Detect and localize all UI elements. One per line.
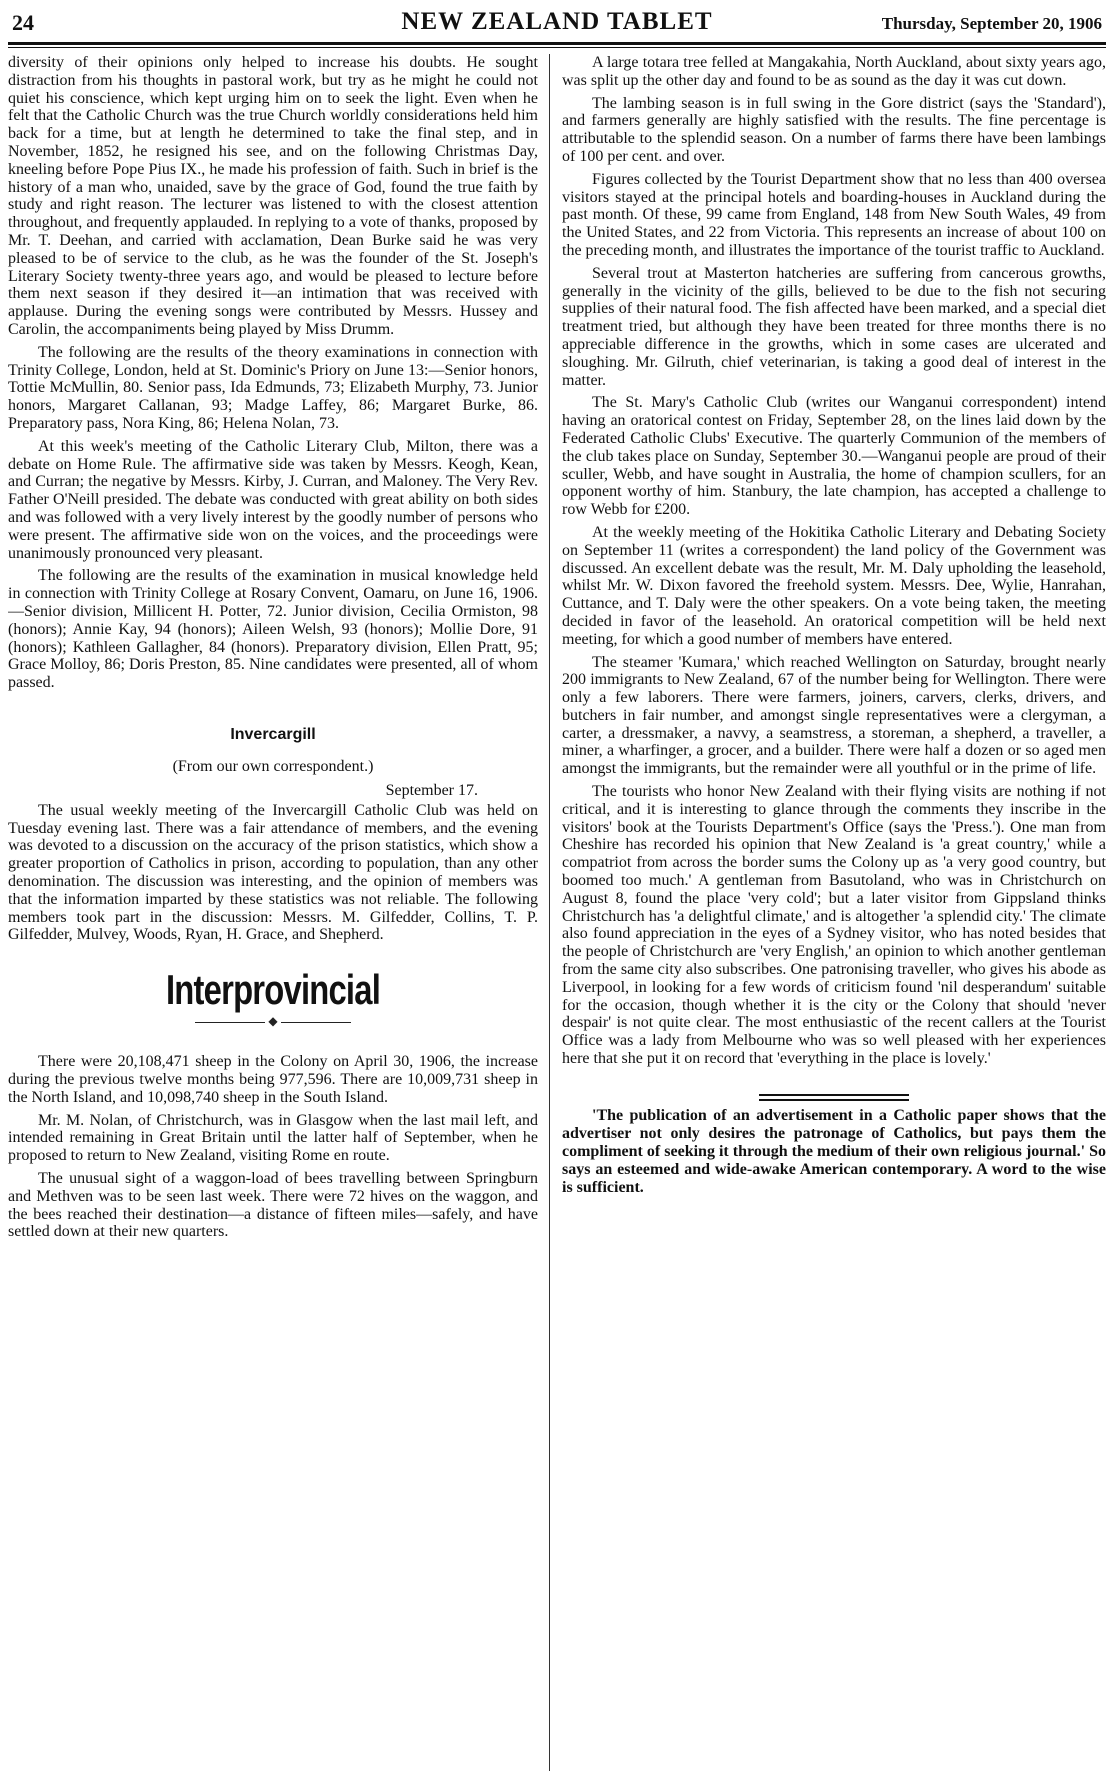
- left-column: [8, 54, 538, 1783]
- article-paragraph: There were 20,108,471 sheep in the Colony on April 30, 1906, the increase during the previous twelve months being 977,596. There are 10,009,731 sheep in the North Island, and 10,098,740 sheep in the South Island.: [8, 1053, 538, 1106]
- right-column: [562, 54, 1106, 1783]
- article-paragraph: The usual weekly meeting of the Invercargill Catholic Club was held on Tuesday evening last. There was a fair attendance of members, and the evening was devoted to a discussion on the accuracy of the prison statistics, which show a greater proportion of Catholics in prison, according to population, than any other denomination. The discussion was interesting, and the opinion of members was that the information imparted by these statistics was not reliable. The following members took part in the discussion: Messrs. M. Gilfedder, Collins, T. P. Gilfedder, Mulvey, Woods, Ryan, H. Grace, and Shepherd.: [8, 801, 538, 944]
- article-paragraph: The following are the results of the examination in musical knowledge held in connection with Trinity College at Rosary Convent, Oamaru, on June 16, 1906.—Senior division, Millicent H. Potter, 72. Junior division, Cecilia Ormiston, 98 (honors); Annie Kay, 94 (honors); Aileen Welsh, 93 (honors); Mollie Dore, 91 (honors); Kathleen Gallagher, 84 (honors). Preparatory division, Ellen Pratt, 95; Grace Molloy, 86; Doris Preston, 85. Nine candidates were presented, all of whom passed.: [8, 567, 538, 692]
- header-rule: [8, 42, 1106, 45]
- page-number: 24: [12, 10, 34, 35]
- article-paragraph: At this week's meeting of the Catholic Literary Club, Milton, there was a debate on Home Rule. The affirmative side was taken by Messrs. Keogh, Kean, and Curran; the negative by Messrs. Kirby, J. Curran, and Maloney. The Very Rev. Father O'Neill presided. The debate was conducted with great ability on both sides and was followed with a very lively interest by the goodly number of persons who were present. The affirmative side won on the voices, and the proceedings were unanimously pronounced very pleasant.: [8, 437, 538, 562]
- article-paragraph: The following are the results of the theory examinations in connection with Trinity College, London, held at St. Dominic's Priory on June 13:—Senior honors, Tottie McMullin, 80. Senior pass, Ida Edmunds, 73; Elizabeth Murphy, 73. Junior honors, Margaret Callanan, 93; Madge Laffey, 86; Margaret Burke, 86. Preparatory pass, Nora King, 86; Helena Nolan, 73.: [8, 343, 538, 432]
- article-paragraph: Several trout at Masterton hatcheries are suffering from cancerous growths, generally in the vicinity of the gills, believed to be due to the fish not securing supplies of their natural food. The fish affected have been marked, and a special diet treatment tried, but although they have been treated for three months there is no appreciable difference in the growths, which in some cases are ulcerated and sloughing. Mr. Gilruth, chief veterinarian, is taking a good deal of interest in the matter.: [562, 264, 1106, 389]
- article-paragraph: At the weekly meeting of the Hokitika Catholic Literary and Debating Society on September 11 (writes a correspondent) the land policy of the Government was discussed. An excellent debate was the result, Mr. M. Daly upholding the leasehold, whilst Mr. W. Dixon favored the freehold system. Messrs. Dee, Wylie, Hanrahan, Cuttance, and T. Daly were the other speakers. On a vote being taken, the meeting decided in favor of the leasehold. An oratorical competition will be held next meeting, for which a good number of members have entered.: [562, 523, 1106, 648]
- article-paragraph: A large totara tree felled at Mangakahia, North Auckland, about sixty years ago, was split up the other day and found to be as sound as the day it was cut down.: [562, 54, 1106, 89]
- masthead-title: NEW ZEALAND TABLET: [401, 8, 713, 35]
- article-paragraph: The St. Mary's Catholic Club (writes our Wanganui correspondent) intend having an oratorical contest on Friday, September 28, on the lines laid down by the Federated Catholic Clubs' Executive. The quarterly Communion of the members of the club takes place on Sunday, September 30.—Wanganui people are proud of their sculler, Webb, and have sought in Australia, the home of champion scullers, for an opponent worthy of him. Stanbury, the late champion, has accepted a challenge to row Webb for £200.: [562, 394, 1106, 519]
- article-paragraph: Figures collected by the Tourist Department show that no less than 400 oversea visitors stayed at the principal hotels and boarding-houses in Auckland during the past month. Of these, 99 came from England, 148 from New South Wales, 49 from the United States, and 22 from Victoria. This represents an increase of about 100 on the preceding month, and illustrates the importance of the tourist traffic to Auckland.: [562, 170, 1106, 259]
- header-rule-thin: [8, 47, 1106, 48]
- column-divider: [549, 54, 550, 1771]
- ornament-divider: ◆: [8, 1014, 538, 1029]
- byline: (From our own correspondent.): [172, 757, 374, 775]
- section-heading-invercargill: Invercargill: [230, 725, 316, 743]
- dateline: September 17.: [385, 781, 478, 799]
- page-header: [8, 6, 1106, 46]
- article-paragraph: Mr. M. Nolan, of Christchurch, was in Glasgow when the last mail left, and intended remaining in Great Britain until the latter half of September, when he proposed to return to New Zealand, visiting Rome en route.: [8, 1111, 538, 1165]
- article-paragraph: diversity of their opinions only helped to increase his doubts. He sought distraction from his thoughts in pastoral work, but try as he might he could not quiet his conscience, which kept urging him on to seek the light. Even when he felt that the Catholic Church was the true Church worldly considerations held him back for a time, but at length he determined to take the final step, and in November, 1852, he resigned his see, and on the following Christmas Day, kneeling before Pope Pius IX., he made his profession of faith. Such in brief is the history of a man who, unaided, save by the grace of God, found the true faith by study and right reason. The lecturer was listened to with the closest attention throughout, and frequently applauded. In replying to a vote of thanks, proposed by Mr. T. Deehan, and carried with acclamation, Dean Burke said he was very pleased to be of service to the club, as he was the founder of the St. Joseph's Literary Society twenty-three years ago, and would be pleased to lecture before them next season if they desired it—an intimation that was received with applause. During the evening songs were contributed by Messrs. Hussey and Carolin, the accompaniments being played by Miss Drumm.: [8, 54, 538, 338]
- notice-rule: [759, 1094, 909, 1101]
- article-paragraph: The steamer 'Kumara,' which reached Wellington on Saturday, brought nearly 200 immigrants to New Zealand, 67 of the number being for Wellington. There were only a few laborers. There were farmers, joiners, carvers, clerks, drivers, and butchers in fair number, and amongst single representatives were a clergyman, a carter, a dressmaker, a navvy, a seamstress, a storeman, a shepherd, a traveller, a miner, a wharfinger, a grocer, and a builder. There were half a dozen or so aged men amongst the immigrants, but the remainder were all youthful or in the prime of life.: [562, 653, 1106, 778]
- issue-date: Thursday, September 20, 1906: [881, 14, 1102, 33]
- article-paragraph: The lambing season is in full swing in the Gore district (says the 'Standard'), and farmers generally are highly satisfied with the results. The fine percentage is attributable to the splendid season. On a number of farms there have been lambings of 100 per cent. and over.: [562, 94, 1106, 165]
- article-paragraph: The unusual sight of a waggon-load of bees travelling between Springburn and Methven was to be seen last week. There were 72 hives on the waggon, and the bees reached their destination—a distance of fifteen miles—safely, and have settled down at their new quarters.: [8, 1170, 538, 1241]
- article-paragraph: The tourists who honor New Zealand with their flying visits are nothing if not critical, and it is interesting to glance through the comments they inscribe in the visitors' book at the Tourists Department's Office (says the 'Press.'). One man from Cheshire has recorded his opinion that New Zealand is 'a great country,' while a compatriot from across the border sums the Colony up as 'a very good country, but boomed too much.' A gentleman from Basutoland, who was in Christchurch on August 8, found the place 'very cold'; but a later visitor from Gippsland thinks Christchurch has 'a delightful climate,' and is altogether 'a splendid city.' The climate also found appreciation in the eyes of a Sydney visitor, who has noted besides that the people of Christchurch are 'very English,' an opinion to which another gentleman from the same city also subscribes. One patronising traveller, who gives his abode as Liverpool, in looking for a few words of criticism found 'nil desperandum' suitable for the occasion, though whether it is the city or the Colony that should 'never despair' is not quite clear. The most enthusiastic of the recent callers at the Tourist Office was a lady from Melbourne who was so well pleased with her experiences here that she put it on record that 'everything in the place is lovely.': [562, 783, 1106, 1068]
- section-heading-interprovincial: Interprovincial: [165, 966, 381, 1014]
- advertising-notice: 'The publication of an advertisement in a Catholic paper shows that the advertiser not only desires the patronage of Catholics, but pays them the compliment of seeking it through the medium of their own religious journal.' So says an esteemed and wide-awake American contemporary. A word to the wise is sufficient.: [562, 1106, 1106, 1196]
